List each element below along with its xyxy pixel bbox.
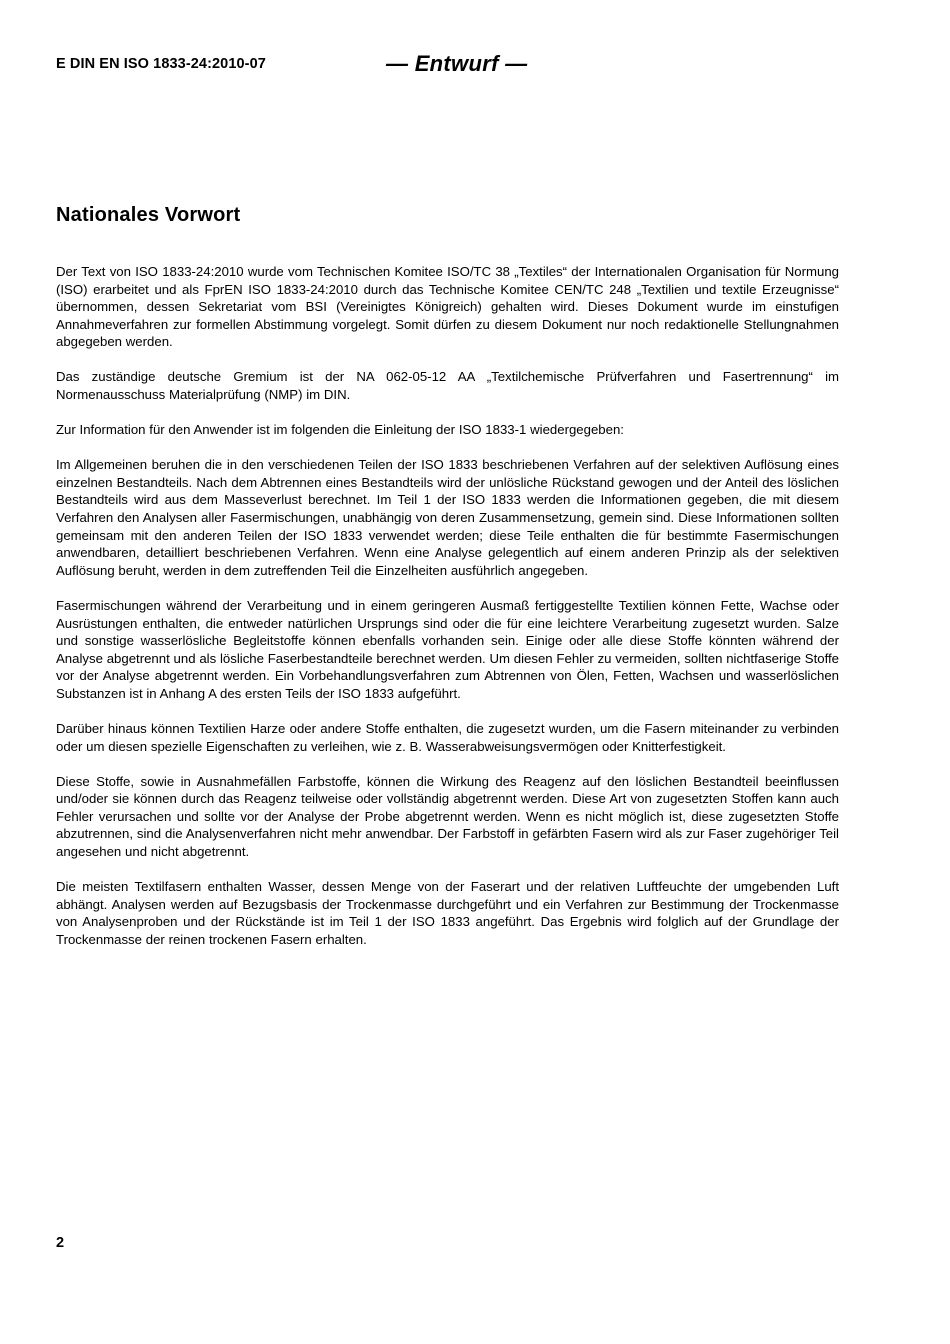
body-paragraph: Darüber hinaus können Textilien Harze oder andere Stoffe enthalten, die zugesetzt wurden, um die Fasern miteinander zu verbinden oder um diesen spezielle Eigenschaften zu verleihen, wie z. B. Wasserabweisungsvermögen oder Knitterfestigkeit. [56, 720, 839, 754]
body-paragraph: Im Allgemeinen beruhen die in den verschiedenen Teilen der ISO 1833 beschriebenen Verfahren auf der selektiven Auflösung eines einzelnen Bestandteils. Nach dem Abtrennen eines Bestandteils wird der unlösliche Rückstand gewogen und der Anteil des löslichen Bestandteils wird aus dem Masseverlust berechnet. Im Teil 1 der ISO 1833 werden die Informationen gegeben, die mit diesem Verfahren den Analysen aller Fasermischungen, unabhängig von deren Zusammensetzung, gemein sind. Diese Informationen sollten gemeinsam mit den anderen Teilen der ISO 1833 verwendet werden; diese Teile enthalten die für bestimmte Fasermischungen anwendbaren, detailliert beschriebenen Verfahren. Wenn eine Analyse gelegentlich auf einem anderen Prinzip als der selektiven Auflösung beruht, werden in dem zutreffenden Teil die Einzelheiten ausführlich angegeben. [56, 457, 839, 578]
body-paragraph: Diese Stoffe, sowie in Ausnahmefällen Farbstoffe, können die Wirkung des Reagenz auf den löslichen Bestandteil beeinflussen und/oder sie können durch das Reagenz teilweise oder vollständig abgetrennt werden. Diese Art von zugesetzten Stoffen kann auch Fehler verursachen und sollte vor der Analyse der Probe abgetrennt werden. Wenn es nicht möglich ist, diese zugesetzten Stoffe abzutrennen, sind die Analysenverfahren nicht mehr anwendbar. Der Farbstoff in gefärbten Fasern wird als zur Faser zugehöriger Teil angesehen und nicht abgetrennt. [56, 773, 839, 860]
body-paragraph: Die meisten Textilfasern enthalten Wasser, dessen Menge von der Faserart und der relativen Luftfeuchte der umgebenden Luft abhängt. Analysen werden auf Bezugsbasis der Trockenmasse durchgeführt und ein Verfahren zur Bestimmung der Trockenmasse von Analysenproben und der Rückstände ist im Teil 1 der ISO 1833 angeführt. Das Ergebnis wird folglich auf der Grundlage der Trockenmasse der reinen trockenen Fasern erhalten. [56, 879, 839, 947]
document-body [56, 203, 839, 949]
page-number: 2 [56, 1235, 65, 1251]
draft-marker: — Entwurf — [386, 51, 528, 76]
standard-number: E DIN EN ISO 1833-24:2010-07 [56, 56, 266, 72]
document-header [56, 51, 894, 76]
page-title: Nationales Vorwort [56, 204, 241, 226]
body-paragraph: Fasermischungen während der Verarbeitung und in einem geringeren Ausmaß fertiggestellte Textilien können Fette, Wachse oder Ausrüstungen enthalten, die entweder natürlichen Ursprungs sind oder die für eine leichtere Verarbeitung zugesetzt wurden. Salze und sonstige wasserlösliche Begleitstoffe können ebenfalls vorhanden sein. Einige oder alle diese Stoffe könnten während der Analyse abgetrennt und als lösliche Faserbestandteile berechnet werden. Um diesen Fehler zu vermeiden, sollten nichtfaserige Stoffe vor der Analyse abgetrennt werden. Ein Vorbehandlungsverfahren zum Abtrennen von Ölen, Fetten, Wachsen und wasserlöslichen Substanzen ist in Anhang A des ersten Teils der ISO 1833 aufgeführt. [56, 597, 839, 701]
body-paragraph: Das zuständige deutsche Gremium ist der NA 062-05-12 AA „Textilchemische Prüfverfahren und Fasertrennung“ im Normenausschuss Materialprüfung (NMP) im DIN. [56, 369, 839, 403]
body-paragraph: Der Text von ISO 1833-24:2010 wurde vom Technischen Komitee ISO/TC 38 „Textiles“ der Internationalen Organisation für Normung (ISO) erarbeitet und als FprEN ISO 1833-24:2010 durch das Technische Komitee CEN/TC 248 „Textilien und textile Erzeugnisse“ übernommen, dessen Sekretariat vom BSI (Vereinigtes Königreich) gehalten wird. Dieses Dokument wurde im einstufigen Annahmeverfahren zur formellen Abstimmung vorgelegt. Somit dürfen zu diesem Dokument nur noch redaktionelle Stellungnahmen abgegeben werden. [56, 264, 839, 350]
body-paragraph: Zur Information für den Anwender ist im folgenden die Einleitung der ISO 1833-1 wiedergegeben: [56, 422, 624, 438]
